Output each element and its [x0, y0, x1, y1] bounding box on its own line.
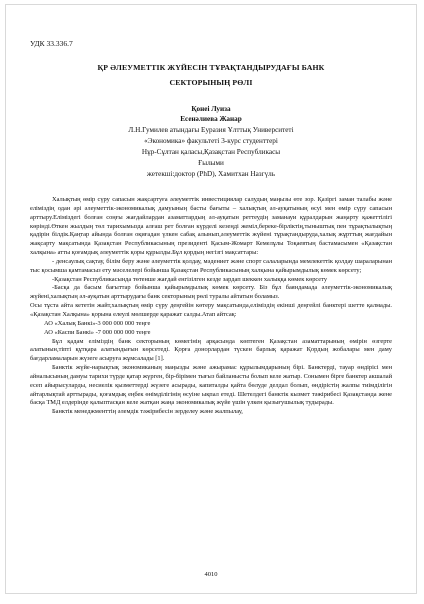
paper-title-line1: ҚР ӘЛЕУМЕТТІК ЖҮЙЕСІН ТҰРАҚТАНДЫРУДАҒЫ БАНК [97, 63, 325, 72]
body-paragraph: Халықтың өмір сүру сапасын жақсартуға әлеуметтік инвестициялар салудың маңызы өте зор. Қазіргі заман талабы және еліміздің одан әрі әлеуметтік-экономикалық дамуының басты бағыты – халықтың әл-ауқатының өсуі мен өмір сүру сапасын арттыру.Еліміздегі болған соңғы жағдайлардан азаматтардың әл-ауқатын реттеудің заманауи құралдарын жаңарту қажеттілігі көрінді.Өткен жылдың төл тарихымызда алғаш рет болған күрделі кезеңді жеміл,береке-бірліктің,тыныштық пен тұрақтылықтың қадірін білдік.Қаңтар айында болған оқиғадан үлкен сабақ алынып,әлеуметтік жүйені тұрақтандыруда,халық жұрттың жағдайын жақсарту мақсатында Қазақстан Республикасының президенті Қасым-Жомарт Кемелұлы Тоқаевтың бастамасымен «Қазақстан халқына» атты қоғамдық әлеуметтік қоры құрылды.Бұл қордың негізгі мақсаттары: [30, 196, 392, 257]
paper-title-line2: СЕКТОРЫНЫҢ РӨЛІ [169, 78, 253, 87]
body-paragraph: Банктік менеджменттің әлемдік тәжірибесін зерделеу және жалпылау, [52, 408, 243, 416]
author-affiliation-university: Л.Н.Гумилев атындағы Еуразия Ұлттық Университеті [128, 126, 294, 134]
body-paragraph: -Қазақстан Республикасында төтенше жағдай енгізілген кезде зардап шеккен халыққа көмек көрсету [52, 275, 328, 283]
bank-contribution-halyk: АО «Халық Банкі»-3 000 000 000 теңге [44, 319, 151, 327]
page-number: 4010 [204, 571, 218, 578]
body-paragraph: - денсаулық сақтау, білім беру және әлеуметтік қолдау, мәдениет және спорт салаларында мемлекеттік қолдау шараларынан тыс қосымша қамтамасыз ету мәселелері бойынша Қазақстан Республикасының халқына қайырымдылық көмек көрсету; [30, 257, 392, 274]
author-name-2: Есенәлиева Жанар [180, 115, 242, 123]
paper-body [30, 196, 392, 417]
paper-page [5, 4, 417, 594]
udk-code: УДК 33.336.7 [30, 39, 73, 48]
advisor-title: Ғылыми [198, 159, 224, 167]
author-affiliation-faculty: «Экономика» факультеті 3-курс студенттері [144, 137, 278, 145]
body-paragraph: Бұл қадам еліміздің банк секторының көмегінің арқасында көптеген Қазақстан азаматтарының өмірін өзгерте алатынын,тіпті құтқара алатындығын көрсетеді. Қорға донорлардан түскен барлық қаражат Қордың жобалары мен даму бағдарламаларын жүзеге асыруға жұмсалады [1]. [30, 337, 392, 363]
bank-contribution-kaspi: АО «Каспи Банкі» -7 000 000 000 теңге [44, 328, 151, 336]
body-paragraph: Осы тұста айта кететін жайт,халықтың өмір сүру деңгейін көтеру мақсатында,еліміздің екінші деңгейлі банктері шетте қалмады. «Қазақстан Халқына» қорына елеулі мөлшерде қаражат салды.Атап айтсақ: [30, 302, 392, 318]
author-city: Нұр-Сұлтан қаласы,Қазақстан Республикасы [141, 148, 281, 156]
body-paragraph: Банктік жүйе-нарықтық экономиканың маңызды және ажырамас құрылымдарының бірі. Банктерді, тауар өндірісі мен айналысының дамуы тарихи түрде қатар жүрген, бір-бірімен тығыз байланысты болып келе жатыр. Сонымен бірге банктер акшалай есеп айырысуларды, несиелік қызметтерді жүзеге асырады, капиталды қайта бөлуде делдал болып, өндірістің жалпы тиімділігін айтарлықтай арттырады, қоғамдық еңбек өнімділігінің өсуіне ықпал етеді. Шетелдегі банктік кызмет тәжірибесі Қазақстанда жене басқа ТМД елдерінде қалыптасқан келе жатқан жаңа экономикалық жүйе үшін үлкен қызығушылық тудырады. [30, 364, 392, 407]
body-paragraph: -Басқа да басым бағыттар бойынша қайырымдылық көмек көрсету. Біз бұл баяндамада әлеуметтік-экономикалық жүйені,халықтың әл-ауқатын арттырудағы банк секторының рөлі туралы айтатын боламыз. [30, 284, 392, 301]
author-name-1: Қонеі Луиза [191, 105, 231, 113]
advisor-name: жетекші:доктор (PhD), Хамитхан Назгүль [146, 170, 276, 178]
